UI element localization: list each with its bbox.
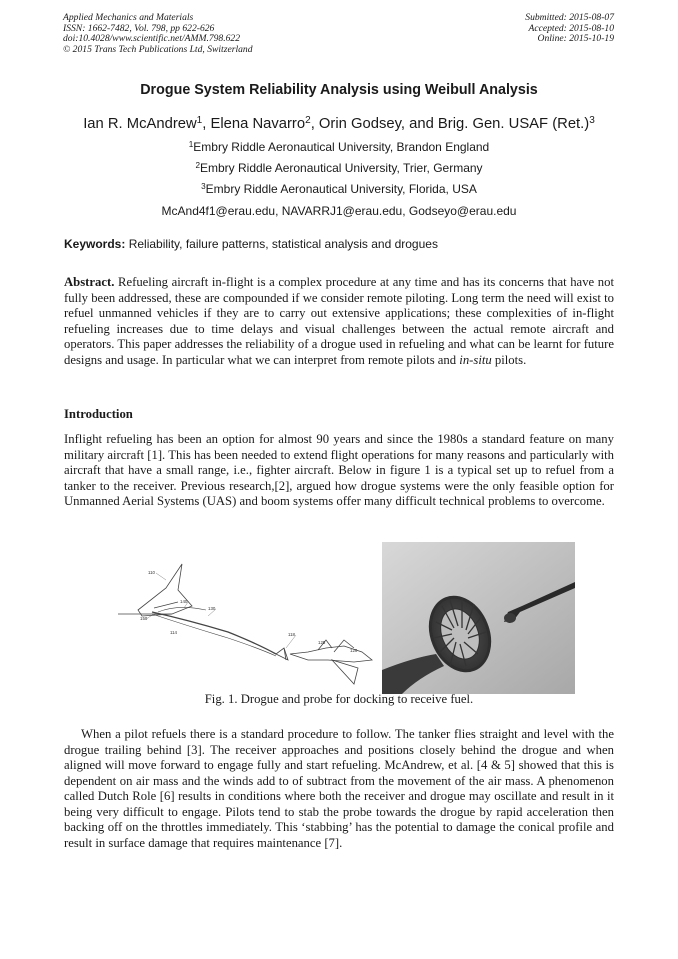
drogue-basket	[276, 648, 288, 660]
abstract-italic: in-situ	[459, 352, 492, 367]
abstract-text: Refueling aircraft in-flight is a complex procedure at any time and has its concerns that have not fully been addressed, these are compounded if we consider remote piloting. Long term the need will exist to refuel unmanned vehicles if they are to carry out extensive applications; these complexities of in-flight refueling increases due to time delays and visual challenges between the actual remote aircraft and operators. This paper addresses the reliability of a drogue used in refueling and what can be learnt for future designs and usage. In particular what we can interpret from remote pilots and	[64, 275, 614, 367]
affiliation-text: Embry Riddle Aeronautical University, Trier, Germany	[200, 161, 483, 175]
affiliation	[0, 161, 678, 175]
author-sep: ,	[310, 116, 319, 132]
figure-photo-drogue-probe	[382, 542, 575, 694]
keywords-label: Keywords:	[64, 237, 126, 251]
author-name: Orin Godsey, and Brig. Gen. USAF (Ret.)	[318, 116, 590, 132]
figure-line-drawing	[118, 548, 382, 698]
intro-paragraph-1: Inflight refueling has been an option for almost 90 years and since the 1980s a standard feature on many military aircraft [1]. This has been needed to extend flight operations for many reasons and particularly with aircraft that have a small range, i.e., fighter aircraft. Below in figure 1 is a typical set up to refuel from a tanker to the receiver. Previous research,[2], argued how drogue systems were the only feasible option for Unmanned Aerial Systems (UAS) and boom systems offer many difficult technical problems to overcome.	[64, 432, 614, 509]
author-sup: 3	[589, 115, 595, 127]
intro-paragraph-2: When a pilot refuels there is a standard procedure to follow. The tanker flies straight and level with the drogue trailing behind [3]. The receiver approaches and positions closely behind the drogue and when aligned will move forward to engage fully and start refueling. McAndrew, et al. [4 & 5] showed that this is dependent on air mass and the winds add to of subtract from the movement of the air mass. A phenomenon called Dutch Role [6] results in conditions where both the receiver and drogue may oscillate and result in it being very difficult to engage. Pilots tend to stab the probe towards the drogue by rapid acceleration then backing off on the throttles immediately. This ‘stabbing’ has the potential to damage the conical profile and result in surface damage that requires maintenance [7].	[64, 727, 614, 850]
keywords-text: Reliability, failure patterns, statistical analysis and drogues	[125, 237, 438, 251]
figure-caption: Fig. 1. Drogue and probe for docking to receive fuel.	[204, 692, 474, 706]
affiliation-sup: 1	[188, 140, 194, 150]
callout-label: 118	[288, 632, 295, 637]
author-sep: ,	[202, 116, 211, 132]
accepted-date: Accepted: 2015-08-10	[528, 22, 614, 34]
receiver-aircraft	[290, 646, 372, 662]
tanker-tail	[138, 564, 192, 616]
callout-label: 114	[170, 630, 177, 635]
author-emails: McAnd4f1@erau.edu, NAVARRJ1@erau.edu, Godseyo@erau.edu	[161, 204, 517, 218]
abstract-label: Abstract.	[64, 275, 115, 289]
online-date: Online: 2015-10-19	[537, 33, 614, 45]
callout-label: 125	[318, 640, 326, 645]
journal-issn: ISSN: 1662-7482, Vol. 798, pp 622-626	[63, 22, 215, 34]
submitted-date: Submitted: 2015-08-07	[525, 12, 614, 23]
affiliation-sup: 3	[201, 182, 206, 192]
callout-label: 140	[180, 599, 188, 604]
affiliation-sup: 2	[195, 161, 200, 171]
journal-doi: doi:10.4028/www.scientific.net/AMM.798.622	[63, 33, 241, 45]
paper-title: Drogue System Reliability Analysis using Weibull Analysis	[140, 82, 538, 98]
author-sup: 1	[196, 115, 203, 127]
journal-name: Applied Mechanics and Materials	[63, 12, 194, 23]
section-heading-introduction: Introduction	[64, 407, 133, 421]
author-name: Elena Navarro	[210, 116, 306, 132]
abstract	[64, 275, 614, 368]
callout-label: 120	[350, 648, 358, 653]
abstract-text-end: pilots.	[491, 352, 527, 367]
callout-label: 110	[148, 570, 155, 575]
affiliation-text: Embry Riddle Aeronautical University, Florida, USA	[205, 182, 477, 196]
journal-copyright: © 2015 Trans Tech Publications Ltd, Switzerland	[63, 43, 253, 55]
author-name: Ian R. McAndrew	[83, 116, 197, 132]
callout-label: 130	[208, 606, 216, 611]
affiliation	[0, 140, 678, 154]
callout-label: 150	[140, 616, 148, 621]
submission-dates	[525, 13, 614, 45]
affiliation	[0, 182, 678, 196]
keywords	[64, 237, 616, 251]
journal-info	[63, 13, 253, 55]
author-sup: 2	[305, 115, 311, 127]
author-list	[0, 116, 678, 132]
affiliation-text: Embry Riddle Aeronautical University, Brandon England	[193, 140, 490, 154]
